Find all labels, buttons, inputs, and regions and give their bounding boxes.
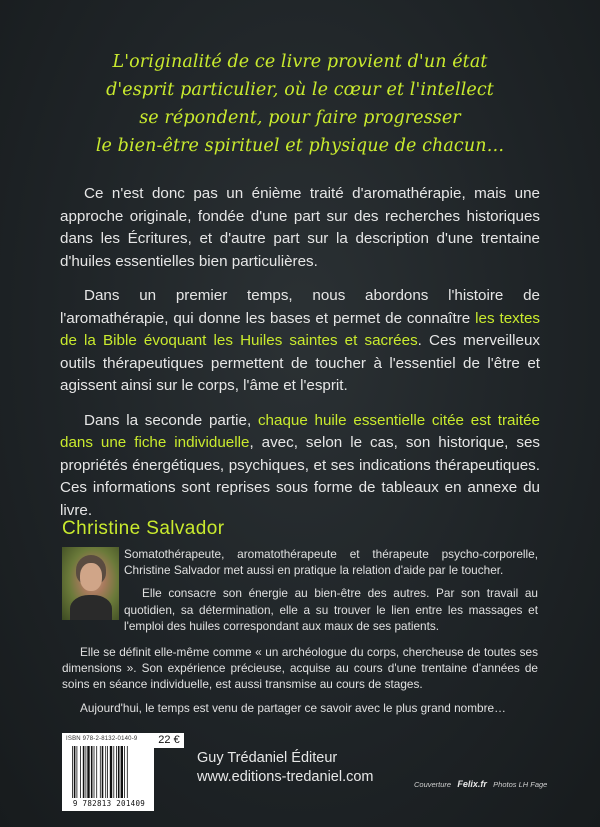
barcode-bar: [113, 746, 114, 798]
barcode-bar: [96, 746, 97, 798]
barcode-bar: [118, 746, 120, 798]
credits-photos: Photos LH Fage: [493, 780, 548, 789]
publisher-name: Guy Trédaniel Éditeur: [197, 750, 338, 766]
description-paragraph-1: Ce n'est donc pas un énième traité d'aromathérapie, mais une approche originale, fondée d'une part sur des recherches historiques dans les Écritures, et d'autre part sur la description d'une trentaine d'huiles essentielles bien particulières.: [60, 185, 540, 270]
description-paragraph-3: [60, 410, 540, 523]
barcode-bar: [80, 746, 81, 798]
publisher-block: [197, 749, 374, 787]
barcode-bar: [72, 746, 73, 798]
isbn-barcode: [62, 733, 154, 811]
cover-credits: [414, 779, 547, 789]
quote-line: d'esprit particulier, où le cœur et l'intellect: [106, 80, 494, 100]
highlighted-text: chaque huile essentielle citée est traitée dans une fiche individuelle: [60, 411, 540, 451]
author-bio-continued: [62, 644, 538, 723]
barcode-bar: [124, 746, 125, 798]
barcode-bar: [110, 746, 112, 798]
text-span: . Ces merveilleux outils thérapeutiques permettent de toucher à l'essentiel de l'être et agissent ainsi sur le corps, l'âme et l'esprit.: [60, 332, 540, 394]
highlighted-text: les textes de la Bible évoquant les Huiles saintes et sacrées: [60, 309, 540, 349]
barcode-bar: [94, 746, 95, 798]
barcode-bar: [127, 746, 128, 798]
barcode-bar: [107, 746, 108, 798]
price-label: 22 €: [154, 733, 184, 748]
barcode-bar: [86, 746, 87, 798]
back-cover-quote: [40, 48, 560, 160]
text-span: Dans la seconde partie,: [84, 411, 258, 429]
barcode-bar: [87, 746, 89, 798]
quote-line: L'originalité de ce livre provient d'un état: [112, 52, 488, 72]
barcode-bars: [72, 746, 148, 798]
barcode-bar: [121, 746, 123, 798]
barcode-bar: [91, 746, 93, 798]
bio-paragraph: Elle se définit elle-même comme « un archéologue du corps, chercheuse de toutes ses dimensions ». Son expérience précieuse, acquise au cours d'une trentaine d'années de soins en séance individuelle, est aussi transmise au cours de stages.: [62, 645, 538, 692]
barcode-bar: [74, 746, 76, 798]
bio-paragraph: Somatothérapeute, aromatothérapeute et thérapeute psycho-corporelle, Christine Salvador met aussi en pratique la relation d'aide par le toucher.: [124, 547, 538, 578]
author-bio: [124, 546, 538, 641]
text-span: Dans un premier temps, nous abordons l'histoire de l'aromathérapie, qui donne les bases et permet de connaître: [60, 287, 540, 327]
barcode-bar: [116, 746, 117, 798]
photo-face: [80, 563, 102, 591]
barcode-digits: 9 782813 201409: [72, 799, 146, 808]
description-paragraph-2: [60, 285, 540, 398]
barcode-bar: [105, 746, 106, 798]
barcode-bar: [83, 746, 85, 798]
isbn-text: ISBN 978-2-8132-0140-9: [66, 736, 138, 742]
credits-brand: Felix.fr: [457, 779, 487, 789]
description: [60, 183, 540, 534]
barcode-bar: [100, 746, 101, 798]
credits-label: Couverture: [414, 780, 452, 789]
author-photo: [62, 547, 119, 620]
bio-paragraph: Elle consacre son énergie au bien-être des autres. Par son travail au quotidien, sa détermination, elle a su trouver le lien entre les massages et l'emploi des huiles correspondant aux maux de ses patients.: [124, 586, 538, 633]
barcode-bar: [102, 746, 104, 798]
quote-line: le bien-être spirituel et physique de chacun…: [95, 136, 505, 156]
bio-paragraph: Aujourd'hui, le temps est venu de partager ce savoir avec le plus grand nombre…: [80, 700, 506, 715]
author-name: Christine Salvador: [62, 518, 225, 539]
quote-line: se répondent, pour faire progresser: [139, 108, 461, 128]
barcode-bar: [77, 746, 78, 798]
publisher-url: www.editions-tredaniel.com: [197, 769, 374, 785]
photo-body: [70, 595, 112, 620]
text-span: , avec, selon le cas, son historique, ses propriétés énergétiques, psychiques, et ses indications thérapeutiques. Ces informations sont reprises sous forme de tableaux en annexe du livre.: [60, 434, 540, 519]
